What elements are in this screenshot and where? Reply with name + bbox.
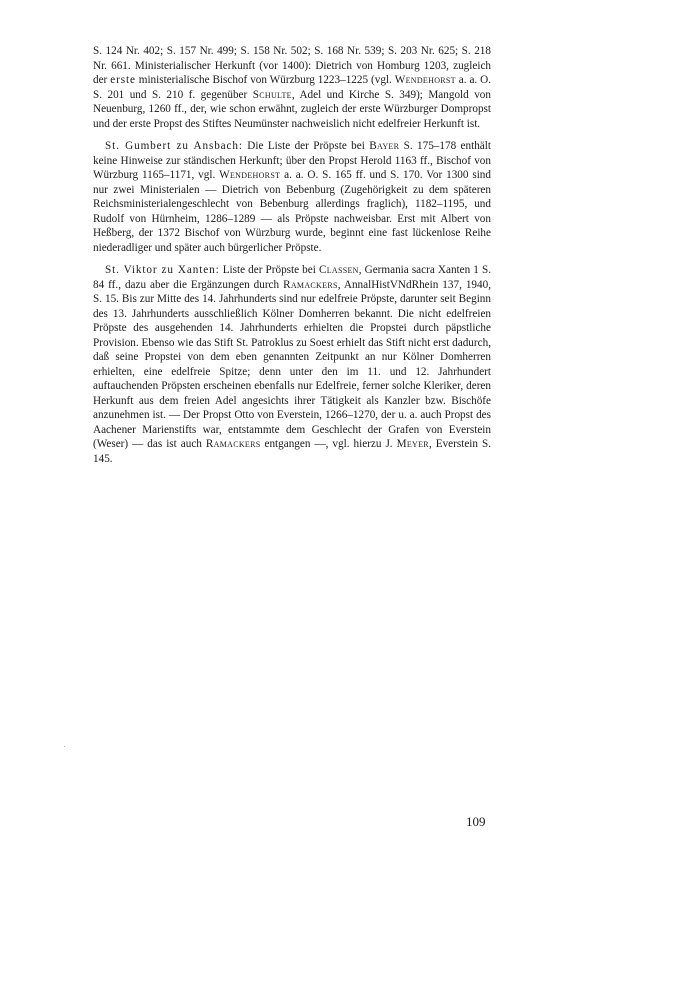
paragraph-p2 (93, 139, 491, 255)
text-run: , Adel und Kirche S. 349); Mangold von Neuenburg, 1260 ff., der, wie schon erwähnt, zugleich der erste Würzburger Dompropst und der erste Propst des Stiftes Neumünster nachweislich nicht edelfreier Herkunft ist. (93, 88, 491, 130)
author-name: Ramackers (283, 278, 338, 291)
text-run: a. a. O. S. 165 ff. und S. 170. Vor 1300 sind nur zwei Ministerialen — Dietrich von Bebenburg (Zugehörigkeit zu dem späteren Reichsministerialengeschlecht von Bebenburg allerdings fraglich), 1182–1195, und Rudolf von Hürnheim, 1286–1289 — als Pröpste nachweisbar. Erst mit Albert von Heßberg, der 1372 Bischof von Würzburg wurde, beginnt eine fast lückenlose Reihe niederadliger und später auch bürgerlicher Pröpste. (93, 169, 491, 254)
author-name: Meyer (396, 438, 429, 450)
author-name: Schulte (252, 88, 292, 101)
author-name: Wendehorst (219, 169, 281, 181)
text-run: S. 175–178 enthält keine Hinweise zur ständischen Herkunft; über den Propst Herold 1163 ff., Bischof von Würzburg 1165–1171, vgl. (93, 140, 491, 181)
emphasis-text: St. Gumbert zu Ansbach: (105, 140, 243, 152)
author-name: Ramackers (205, 438, 261, 450)
emphasis-text: erste (110, 74, 136, 86)
scan-speck (262, 408, 263, 409)
text-run: , Everstein S. 145. (93, 438, 491, 465)
author-name: Classen (318, 264, 359, 276)
scan-speck (64, 746, 65, 747)
emphasis-text: St. Viktor zu Xanten: (105, 264, 220, 276)
text-run: Die Liste der Pröpste bei (242, 140, 370, 152)
text-run: , Germania sacra Xanten 1 S. 84 ff., dazu aber die Ergänzungen durch (93, 264, 491, 291)
text-run: S. 124 Nr. 402; S. 157 Nr. 499; S. 158 Nr. 502; S. 168 Nr. 539; S. 203 Nr. 625; S. 218 Nr. 661. Ministerialischer Herkunft (vor 1400): Dietrich von Homburg 1203, zugleich der (93, 45, 491, 86)
author-name: Bayer (369, 140, 400, 152)
author-name: Wendehorst (394, 74, 456, 86)
text-run: ministerialische Bischof von Würzburg 1223–1225 (vgl. (135, 74, 395, 86)
page-number: 109 (466, 814, 486, 829)
paragraph-p3 (93, 263, 491, 466)
text-run: a. a. O. S. 201 und S. 210 f. gegenüber (93, 74, 491, 101)
text-run: , AnnalHistVNdRhein 137, 1940, S. 15. Bis zur Mitte des 14. Jahrhunderts sind nur edelfreie Pröpste, darunter seit Beginn des 13. Jahrhunderts ausschließlich Kölner Domherren bekannt. Die nicht edelfreien Pröpste des ausgehenden 14. Jahrhunderts erhielten die Propstei durch päpstliche Provision. Ebenso wie das Stift St. Patroklus zu Soest erhielt das Stift nicht erst dadurch, daß seine Propstei von dem eben genannten Zeitpunkt an nur Kölner Domherren erhielten, eine edelfreie Spitze; denn unter den im 11. und 12. Jahrhundert auftauchenden Pröpsten erscheinen ebenfalls nur Edelfreie, ferner solche Kleriker, deren Herkunft aus dem freien Adel angesichts ihrer Tätigkeit als Kanzler bzw. Bischöfe anzunehmen ist. — Der Propst Otto von Everstein, 1266–1270, der u. a. auch Propst des Aachener Marienstifts war, entstammte dem Geschlecht der Grafen von Everstein (Weser) — das ist auch (93, 278, 491, 450)
paragraph-p1 (93, 44, 491, 131)
text-run: entgangen —, vgl. hierzu J. (260, 438, 397, 450)
text-run: Liste der Pröpste bei (219, 264, 319, 276)
body-text (93, 44, 491, 474)
